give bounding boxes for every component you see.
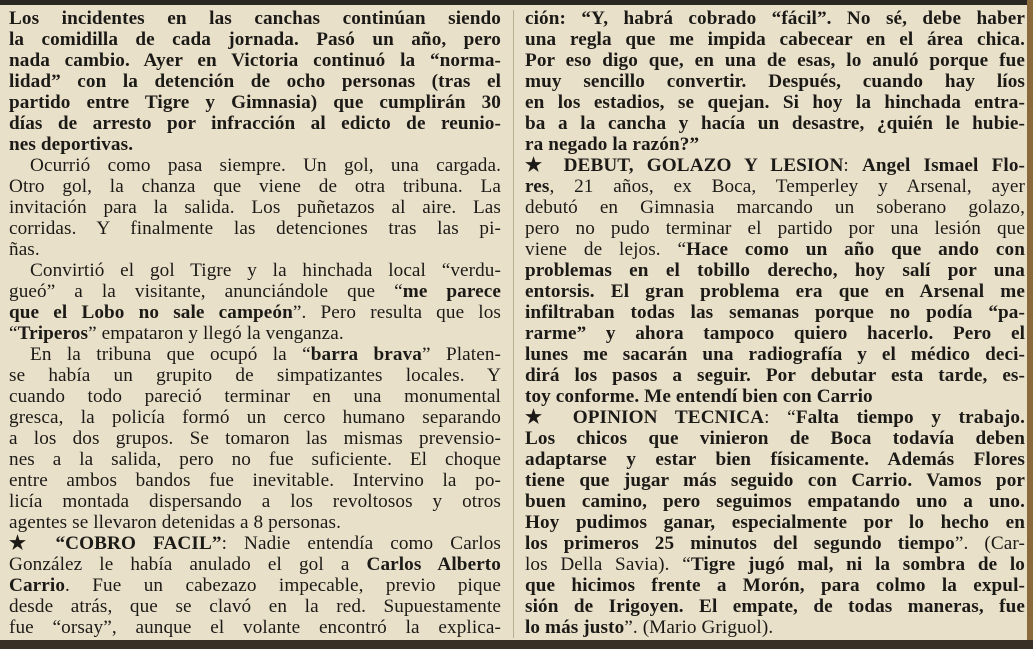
text-line: [9, 113, 501, 134]
text-line: [9, 344, 501, 365]
text-line: [9, 554, 501, 575]
text-line: [525, 533, 1025, 554]
text-line: [9, 575, 501, 596]
bold-text-segment: que el Lobo no sale campeón: [9, 302, 293, 323]
text-segment: : Nadie entendía como Carlos: [221, 533, 501, 554]
text-segment: agentes se llevaron detenidas a 8 personas.: [9, 512, 341, 533]
bold-text-segment: dirá los pasos a seguir. Por debutar esta tarde, es-: [525, 365, 1025, 386]
text-line: [9, 491, 501, 512]
bold-text-segment: nes deportivas.: [9, 134, 134, 155]
bold-text-segment: entorsis. El gran problema era que en Arsenal me: [525, 281, 1025, 302]
bold-text-segment: lunes me sacarán una radiografía y el médico deci-: [525, 344, 1025, 365]
bold-text-segment: Triperos: [17, 323, 89, 344]
bold-text-segment: días de arresto por infracción al edicto de reunio-: [9, 113, 501, 134]
text-segment: ”. Pero resulta que los: [292, 302, 501, 323]
text-segment: se había un grupito de simpatizantes locales. Y: [9, 365, 501, 386]
bold-text-segment: Carrio: [9, 575, 66, 596]
text-segment: licía montada dispersando a los revoltosos y otros: [9, 491, 501, 512]
text-segment: entre ambos bandos fue inevitable. Intervino la po-: [9, 470, 501, 491]
bold-text-segment: barra brava: [310, 344, 422, 365]
text-line: [525, 386, 1025, 407]
bold-text-segment: Hoy pudimos ganar, especialmente por lo hecho en: [525, 512, 1025, 533]
text-segment: : “: [764, 407, 796, 428]
text-line: [9, 134, 501, 155]
text-line: [9, 449, 501, 470]
bottom-border-rule: [0, 640, 1033, 649]
text-segment: ñas.: [9, 239, 40, 260]
bold-text-segment: sión de Irigoyen. El empate, de todas maneras, fue: [525, 596, 1025, 617]
text-line: [525, 71, 1025, 92]
text-line: [525, 449, 1025, 470]
text-line: [9, 365, 501, 386]
text-line: [525, 365, 1025, 386]
text-line: [525, 302, 1025, 323]
text-segment: , 21 años, ex Boca, Temperley y Arsenal, ayer: [549, 176, 1025, 197]
text-segment: ” empataron y llegó la venganza.: [88, 323, 344, 344]
text-line: [525, 617, 1025, 638]
text-line: [525, 470, 1025, 491]
text-line: [9, 596, 501, 617]
text-segment: viene de lejos. “: [525, 239, 687, 260]
text-segment: ”. (Car-: [954, 533, 1025, 554]
text-segment: cuando todo pareció terminar en una monumental: [9, 386, 501, 407]
bold-text-segment: los primeros 25 minutos del segundo tiempo: [525, 533, 955, 554]
text-line: [525, 281, 1025, 302]
page-edge: [1027, 0, 1033, 649]
text-line: [525, 197, 1025, 218]
text-segment: “: [9, 323, 18, 344]
text-line: [525, 134, 1025, 155]
text-line: [9, 617, 501, 638]
text-segment: González le había anulado el gol a: [9, 554, 367, 575]
text-line: [525, 512, 1025, 533]
text-segment: En la tribuna que ocupó la “: [30, 344, 311, 365]
text-segment: :: [843, 155, 862, 176]
text-line: [9, 29, 501, 50]
text-segment: Convirtió el gol Tigre y la hinchada local “verdu-: [30, 260, 501, 281]
left-column: [9, 8, 501, 638]
text-line: [9, 176, 501, 197]
bold-text-segment: nada cambio. Ayer en Victoria continuó la “norma-: [9, 50, 501, 71]
text-line: [525, 239, 1025, 260]
text-segment: nes a la salida, pero no fue suficiente. El choque: [9, 449, 501, 470]
bold-text-segment: res: [525, 176, 550, 197]
bold-text-segment: buen camino, pero seguimos empatando uno a uno.: [525, 491, 1025, 512]
text-line: [525, 575, 1025, 596]
text-line: [525, 260, 1025, 281]
text-line: [9, 8, 501, 29]
text-line: [9, 428, 501, 449]
text-line: [525, 218, 1025, 239]
bold-text-segment: Falta tiempo y trabajo.: [795, 407, 1025, 428]
text-line: [525, 29, 1025, 50]
bold-text-segment: me parece: [402, 281, 501, 302]
bold-text-segment: infiltraban todas las semanas porque no podía “pa-: [525, 302, 1025, 323]
text-line: [9, 533, 501, 554]
bold-text-segment: lidad” con la detención de ocho personas (tras el: [9, 71, 501, 92]
text-line: [9, 260, 501, 281]
bold-text-segment: Angel Ismael Flo-: [861, 155, 1025, 176]
text-line: [9, 512, 501, 533]
text-line: [9, 302, 501, 323]
bold-text-segment: la comidilla de cada jornada. Pasó un año, pero: [9, 29, 501, 50]
text-line: [9, 281, 501, 302]
text-line: [525, 92, 1025, 113]
text-line: [525, 428, 1025, 449]
text-segment: invitación para la salida. Los puñetazos al aire. Las: [9, 197, 501, 218]
text-line: [9, 218, 501, 239]
text-line: [525, 155, 1025, 176]
text-line: [9, 71, 501, 92]
text-line: [525, 407, 1025, 428]
bold-text-segment: Los chicos que vinieron de Boca todavía deben: [525, 428, 1025, 449]
text-segment: debutó en Gimnasia marcando un soberano golazo,: [525, 197, 1025, 218]
right-column: [525, 8, 1025, 638]
bold-text-segment: lo más justo: [525, 617, 625, 638]
text-line: [9, 92, 501, 113]
text-line: [9, 470, 501, 491]
bold-text-segment: toy conforme. Me entendí bien con Carrio: [525, 386, 873, 407]
bold-text-segment: ★ OPINION TECNICA: [525, 407, 765, 428]
bold-text-segment: rarme” y ahora tampoco quiero hacerlo. Pero el: [525, 323, 1025, 344]
text-segment: corridas. Y finalmente las detenciones tras las pi-: [9, 218, 501, 239]
text-line: [525, 176, 1025, 197]
bold-text-segment: tiene que jugar más seguido con Carrio. Vamos por: [525, 470, 1025, 491]
text-segment: fue “orsay”, aunque el volante encontró la explica-: [9, 617, 501, 638]
bold-text-segment: muy sencillo convertir. Después, cuando hay líos: [525, 71, 1025, 92]
bold-text-segment: en los estadios, se quejan. Si hoy la hinchada entra-: [525, 92, 1025, 113]
text-segment: ” Platen-: [421, 344, 501, 365]
bold-text-segment: Hace como un año que ando con: [686, 239, 1025, 260]
bold-text-segment: ★ “COBRO FACIL”: [9, 533, 222, 554]
text-segment: ”. (Mario Griguol).: [624, 617, 774, 638]
text-line: [525, 596, 1025, 617]
text-segment: gresca, la policía formó un cerco humano separando: [9, 407, 501, 428]
bold-text-segment: ción: “Y, habrá cobrado “fácil”. No sé, debe haber: [525, 8, 1025, 29]
text-line: [9, 323, 501, 344]
text-segment: gueó” a la visitante, anunciándole que “: [9, 281, 403, 302]
text-line: [525, 8, 1025, 29]
text-line: [9, 239, 501, 260]
bold-text-segment: ★ DEBUT, GOLAZO Y LESION: [525, 155, 844, 176]
bold-text-segment: ba a la cancha y hacía un desastre, ¿quién le hubie-: [525, 113, 1025, 134]
text-segment: . Fue un cabezazo impecable, previo pique: [65, 575, 501, 596]
text-line: [525, 323, 1025, 344]
text-line: [525, 491, 1025, 512]
text-segment: a los dos grupos. Se tomaron las mismas prevensio-: [9, 428, 501, 449]
text-line: [525, 50, 1025, 71]
bold-text-segment: adaptarse y estar bien físicamente. Además Flores: [525, 449, 1025, 470]
bold-text-segment: Por eso digo que, en una de esas, lo anuló porque fue: [525, 50, 1025, 71]
bold-text-segment: ra negado la razón?”: [525, 134, 700, 155]
bold-text-segment: una regla que me impida cabecear en el área chica.: [525, 29, 1025, 50]
text-line: [525, 554, 1025, 575]
bold-text-segment: Carlos Alberto: [366, 554, 501, 575]
bold-text-segment: problemas en el tobillo derecho, hoy salí por una: [525, 260, 1025, 281]
bold-text-segment: Tigre jugó mal, ni la sombra de lo: [690, 554, 1025, 575]
text-line: [9, 386, 501, 407]
text-segment: pero no pudo terminar el partido por una lesión que: [525, 218, 1025, 239]
bold-text-segment: Los incidentes en las canchas continúan siendo: [9, 8, 501, 29]
text-line: [525, 113, 1025, 134]
text-line: [9, 155, 501, 176]
bold-text-segment: partido entre Tigre y Gimnasia) que cumplirán 30: [9, 92, 501, 113]
text-line: [9, 197, 501, 218]
text-segment: desde atrás, que se clavó en la red. Supuestamente: [9, 596, 501, 617]
text-segment: Otro gol, la chanza que viene de otra tribuna. La: [9, 176, 501, 197]
text-line: [9, 407, 501, 428]
bold-text-segment: que hicimos frente a Morón, para colmo la expul-: [525, 575, 1025, 596]
text-segment: Ocurrió como pasa siempre. Un gol, una cargada.: [30, 155, 501, 176]
column-divider: [513, 10, 514, 638]
top-border-rule: [0, 0, 1033, 5]
text-line: [9, 50, 501, 71]
text-segment: los Della Savia). “: [525, 554, 691, 575]
text-line: [525, 344, 1025, 365]
